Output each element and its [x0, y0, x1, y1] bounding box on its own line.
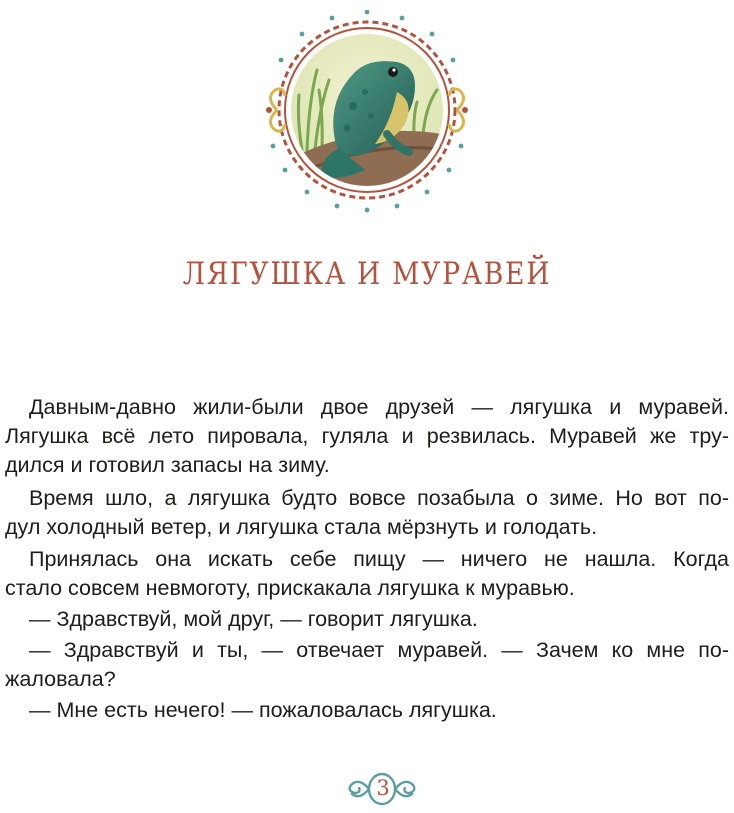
story-line: Время шло, а лягушка будто вовсе позабыла о зиме. Но вот по- [29, 486, 729, 510]
right-ornament-icon [449, 89, 468, 131]
story-line: Давным-давно жили-были двое друзей — лягушка и муравей. [29, 395, 729, 419]
story-line: Принялась она искать себе пищу — ничего не нашла. Когда [29, 547, 729, 571]
story-text [0, 393, 734, 723]
story-line: — Мне есть нечего! — пожаловалась лягушка. [29, 698, 497, 722]
story-line: — Здравствуй, мой друг, — говорит лягушка. [29, 607, 478, 631]
story-line: дул холодный ветер, и лягушка стала мёрзнуть и голодать. [5, 515, 598, 539]
story-line: жаловала? [5, 667, 116, 691]
story-line: — Здравствуй и ты, — отвечает муравей. — Зачем ко мне по- [29, 638, 729, 662]
frog-medallion [247, 10, 487, 220]
page-number: 3 [376, 776, 390, 800]
story-title: ЛЯГУШКА И МУРАВЕЙ [182, 256, 552, 292]
left-ornament-icon [266, 89, 285, 131]
story-line: дился и готовил запасы на зиму. [5, 453, 330, 477]
story-line: стало совсем невмоготу, прискакала лягушка к муравью. [5, 576, 575, 600]
story-line: Лягушка всё лето пировала, гуляла и резвилась. Муравей же тру- [5, 424, 729, 448]
